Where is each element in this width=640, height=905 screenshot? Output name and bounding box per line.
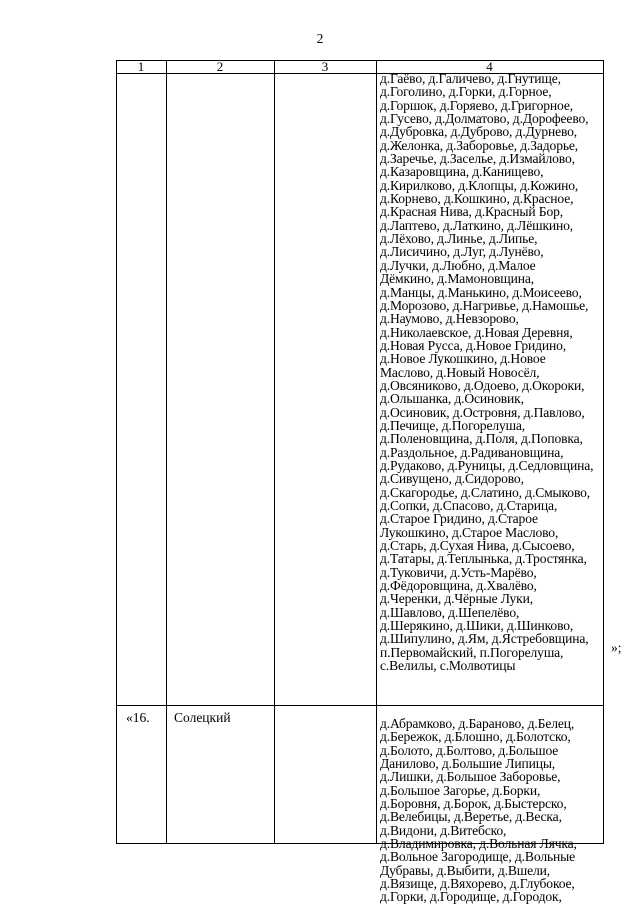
- row1-settlements-line: д.Печище, д.Погорелуша,: [380, 417, 526, 433]
- row1-settlements-line: д.Поленовщина, д.Поля, д.Поповка,: [380, 431, 583, 447]
- row1-settlements-line: д.Манцы, д.Манькино, д.Моисеево,: [380, 284, 582, 300]
- row1-settlements-line: д.Лаптево, д.Латкино, д.Лёшкино,: [380, 217, 574, 233]
- row2-settlements-list: [380, 717, 602, 904]
- row1-settlements-line: д.Новое Лукошкино, д.Новое: [380, 351, 546, 367]
- row1-settlements-line: д.Осиновик, д.Островня, д.Павлово,: [380, 404, 585, 420]
- row1-settlements-line: Лукошкино, д.Старое Маслово,: [380, 524, 559, 540]
- row1-settlements-line: д.Сивущено, д.Сидорово,: [380, 471, 524, 487]
- row1-settlements-line: д.Старое Гридино, д.Старое: [380, 511, 538, 527]
- header-col-2: 2: [216, 59, 224, 74]
- row2-number: «16.: [126, 710, 150, 725]
- row1-settlements-line: д.Казаровщина, д.Канищево,: [380, 164, 544, 180]
- row2-settlements-line: д.Видони, д.Витебско,: [380, 822, 507, 838]
- row1-settlements-line: д.Дубровка, д.Дуброво, д.Дурнево,: [380, 124, 578, 140]
- row1-settlements-line: д.Николаевское, д.Новая Деревня,: [380, 324, 573, 340]
- row2-settlements-line: д.Бережок, д.Блошно, д.Болотско,: [380, 729, 571, 745]
- row1-settlements-line: д.Наумово, д.Невзорово,: [380, 311, 519, 327]
- row2-settlements-line: Дубравы, д.Выбити, д.Вшели,: [380, 862, 550, 878]
- row1-settlements-line: д.Туковичи, д.Усть-Марёво,: [380, 564, 537, 580]
- row2-settlements-line: д.Вольное Загородище, д.Вольные: [380, 849, 575, 865]
- row1-settlements-line: д.Гусево, д.Долматово, д.Дорофеево,: [380, 111, 589, 127]
- header-col-4: 4: [486, 59, 493, 74]
- row2-settlements-line: д.Велебицы, д.Веретье, д.Веска,: [380, 809, 562, 825]
- page-number: 2: [316, 31, 324, 46]
- row1-settlements-line: д.Кирилково, д.Клопцы, д.Кожино,: [380, 177, 579, 193]
- row1-settlements-line: д.Горшок, д.Горяево, д.Григорное,: [380, 97, 573, 113]
- row1-settlements-line: д.Черенки, д.Чёрные Луки,: [380, 591, 533, 607]
- row1-settlements-line: с.Велилы, с.Молвотицы: [380, 658, 516, 674]
- row1-settlements-line: д.Желонка, д.Заборовье, д.Задорье,: [380, 137, 579, 153]
- column-border: [376, 60, 377, 844]
- row1-settlements-line: д.Старь, д.Сухая Нива, д.Сысоево,: [380, 538, 575, 554]
- row1-settlements-line: Маслово, д.Новый Новосёл,: [380, 364, 540, 380]
- row1-settlements-line: д.Скагородье, д.Слатино, д.Смыково,: [380, 484, 591, 500]
- row1-settlements-line: д.Шавлово, д.Шепелёво,: [380, 604, 520, 620]
- row2-settlements-line: д.Боровня, д.Борок, д.Быстерско,: [380, 796, 567, 812]
- row1-settlements-line: д.Сопки, д.Спасово, д.Старица,: [380, 498, 558, 513]
- row2-settlements-line: д.Вязище, д.Вяхорево, д.Глубокое,: [380, 876, 575, 892]
- row2-settlements-line: д.Лишки, д.Большое Заборовье,: [380, 769, 561, 785]
- row1-settlements-line: д.Заречье, д.Заселье, д.Измайлово,: [380, 151, 575, 167]
- header-col-1: 1: [137, 59, 145, 74]
- column-border: [603, 60, 604, 844]
- column-border: [166, 60, 167, 844]
- row1-settlements-line: д.Фёдоровщина, д.Хвалёво,: [380, 578, 537, 594]
- row1-settlements-line: д.Шипулино, д.Ям, д.Ястребовщина,: [380, 631, 589, 647]
- column-border: [116, 60, 117, 844]
- settlements-table: [116, 59, 604, 905]
- row1-settlements-line: д.Овсяниково, д.Одоево, д.Окороки,: [380, 377, 585, 393]
- row1-settlements-line: д.Татары, д.Теплынька, д.Тростянка,: [380, 551, 587, 567]
- row1-settlements-line: д.Лучки, д.Любно, д.Малое: [380, 257, 536, 273]
- row1-settlements-line: д.Лёхово, д.Линье, д.Липье,: [380, 231, 538, 247]
- row2-settlements-line: д.Болото, д.Болтово, д.Большое: [380, 742, 559, 758]
- row1-settlements-line: д.Новая Русса, д.Новое Гридино,: [380, 337, 567, 353]
- row1-settlements-line: д.Гаёво, д.Галичево, д.Гнутище,: [380, 71, 561, 86]
- row-divider: [116, 705, 604, 706]
- row1-settlements-line: д.Ольшанка, д.Осиновик,: [380, 391, 524, 407]
- row1-settlements-line: д.Гоголино, д.Горки, д.Горное,: [380, 84, 552, 100]
- row2-settlements-line: д.Горки, д.Городище, д.Городок,: [380, 889, 562, 905]
- closing-quote: »;: [611, 640, 622, 655]
- row2-settlements-line: Данилово, д.Большие Липицы,: [380, 756, 556, 772]
- row1-settlements-line: д.Рудаково, д.Руницы, д.Седловщина,: [380, 457, 594, 473]
- row1-settlements-line: д.Шерякино, д.Шики, д.Шинково,: [380, 618, 574, 634]
- row2-district-name: Солецкий: [174, 710, 231, 725]
- row1-settlements-line: д.Красная Нива, д.Красный Бор,: [380, 204, 563, 220]
- row2-settlements-line: д.Владимировка, д.Вольная Лячка,: [380, 836, 577, 852]
- column-border: [274, 60, 275, 844]
- row2-settlements-line: д.Большое Загорье, д.Борки,: [380, 782, 541, 798]
- row1-settlements-line: д.Морозово, д.Нагривье, д.Намошье,: [380, 297, 589, 313]
- row1-settlements-line: д.Корнево, д.Кошкино, д.Красное,: [380, 191, 574, 207]
- row1-settlements-list: [380, 72, 602, 672]
- row1-settlements-line: д.Раздольное, д.Радивановщина,: [380, 444, 564, 460]
- row1-settlements-line: п.Первомайский, п.Погорелуша,: [380, 644, 564, 660]
- row1-settlements-line: Дёмкино, д.Мамоновщина,: [380, 271, 534, 287]
- header-col-3: 3: [321, 59, 329, 74]
- row1-settlements-line: д.Лисичино, д.Луг, д.Лунёво,: [380, 244, 544, 260]
- row2-settlements-line: д.Абрамково, д.Бараново, д.Белец,: [380, 716, 575, 731]
